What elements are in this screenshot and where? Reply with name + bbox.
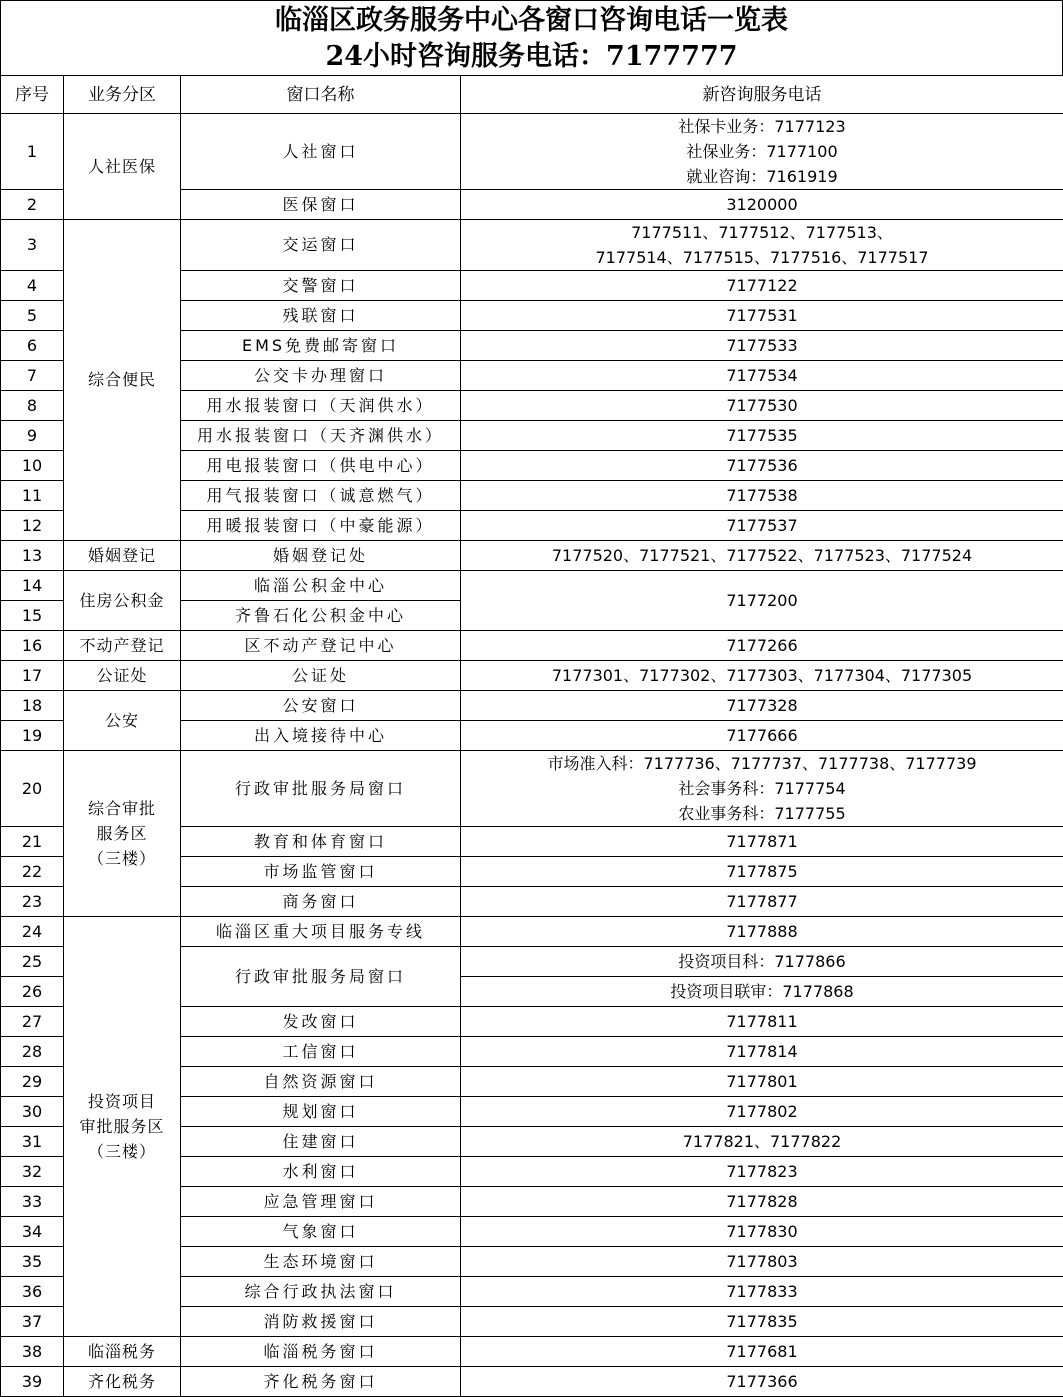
window-name: 发改窗口 [181, 1007, 461, 1037]
category-cell: 公证处 [64, 661, 181, 691]
phone-cell: 7177875 [461, 857, 1063, 887]
phone-cell: 7177533 [461, 331, 1063, 361]
table-row [1, 631, 1063, 661]
window-name: 综合行政执法窗口 [181, 1277, 461, 1307]
phone-cell: 7177301、7177302、7177303、7177304、7177305 [461, 661, 1063, 691]
phone-cell: 投资项目科：7177866 [461, 947, 1063, 977]
row-index: 25 [1, 947, 64, 977]
row-index: 37 [1, 1307, 64, 1337]
row-index: 28 [1, 1037, 64, 1067]
row-index: 24 [1, 917, 64, 947]
phone-cell: 7177666 [461, 721, 1063, 751]
category-line: （三楼） [64, 846, 180, 871]
phone-cell: 7177835 [461, 1307, 1063, 1337]
header-row [1, 76, 1063, 114]
window-name: 医保窗口 [181, 190, 461, 220]
phone-cell: 7177814 [461, 1037, 1063, 1067]
window-name: 区不动产登记中心 [181, 631, 461, 661]
window-name: 市场监管窗口 [181, 857, 461, 887]
row-index: 16 [1, 631, 64, 661]
row-index: 14 [1, 571, 64, 601]
phone-cell: 7177531 [461, 301, 1063, 331]
phone-cell: 投资项目联审：7177868 [461, 977, 1063, 1007]
category-line: 投资项目 [64, 1089, 180, 1114]
category-cell: 综合便民 [64, 220, 181, 541]
phone-line: 社保卡业务：7177123 [461, 114, 1063, 139]
window-name: 水利窗口 [181, 1157, 461, 1187]
row-index: 7 [1, 361, 64, 391]
window-name: 行政审批服务局窗口 [181, 947, 461, 1007]
window-name: 交运窗口 [181, 220, 461, 271]
window-name: 规划窗口 [181, 1097, 461, 1127]
category-cell: 齐化税务 [64, 1367, 181, 1397]
row-index: 30 [1, 1097, 64, 1127]
header-window: 窗口名称 [181, 76, 461, 114]
row-index: 2 [1, 190, 64, 220]
window-name: 用气报装窗口（诚意燃气） [181, 481, 461, 511]
header-index: 序号 [1, 76, 64, 114]
table-row [1, 917, 1063, 947]
row-index: 19 [1, 721, 64, 751]
phone-cell [461, 114, 1063, 190]
row-index: 1 [1, 114, 64, 190]
window-name: 残联窗口 [181, 301, 461, 331]
window-name: 公证处 [181, 661, 461, 691]
window-name: 交警窗口 [181, 271, 461, 301]
phone-cell: 7177803 [461, 1247, 1063, 1277]
window-name: 自然资源窗口 [181, 1067, 461, 1097]
category-cell: 不动产登记 [64, 631, 181, 661]
phone-line: 社保业务：7177100 [461, 139, 1063, 164]
window-name: 生态环境窗口 [181, 1247, 461, 1277]
category-cell: 公安 [64, 691, 181, 751]
phone-cell: 7177871 [461, 827, 1063, 857]
page-subtitle: 24小时咨询服务电话：7177777 [0, 40, 1063, 74]
phone-cell: 7177122 [461, 271, 1063, 301]
phone-cell: 7177366 [461, 1367, 1063, 1397]
table-row [1, 541, 1063, 571]
phone-cell: 7177536 [461, 451, 1063, 481]
window-name: 婚姻登记处 [181, 541, 461, 571]
window-name: 商务窗口 [181, 887, 461, 917]
window-name: 工信窗口 [181, 1037, 461, 1067]
phone-cell: 3120000 [461, 190, 1063, 220]
row-index: 18 [1, 691, 64, 721]
phone-cell [461, 220, 1063, 271]
window-name: 用水报装窗口（天润供水） [181, 391, 461, 421]
category-cell: 住房公积金 [64, 571, 181, 631]
category-cell: 人社医保 [64, 114, 181, 220]
phone-cell: 7177830 [461, 1217, 1063, 1247]
category-cell: 临淄税务 [64, 1337, 181, 1367]
row-index: 36 [1, 1277, 64, 1307]
category-line: （三楼） [64, 1139, 180, 1164]
page-title: 临淄区政务服务中心各窗口咨询电话一览表 [0, 4, 1063, 38]
category-cell [64, 917, 181, 1337]
row-index: 32 [1, 1157, 64, 1187]
phone-cell: 7177530 [461, 391, 1063, 421]
window-name: 用暖报装窗口（中豪能源） [181, 511, 461, 541]
row-index: 5 [1, 301, 64, 331]
phone-cell: 7177266 [461, 631, 1063, 661]
row-index: 22 [1, 857, 64, 887]
window-name: 住建窗口 [181, 1127, 461, 1157]
phone-cell: 7177828 [461, 1187, 1063, 1217]
category-line: 服务区 [64, 821, 180, 846]
window-name: 人社窗口 [181, 114, 461, 190]
table-row [1, 1367, 1063, 1397]
phone-table [0, 75, 1063, 1397]
row-index: 21 [1, 827, 64, 857]
phone-cell: 7177811 [461, 1007, 1063, 1037]
row-index: 27 [1, 1007, 64, 1037]
window-name: 临淄区重大项目服务专线 [181, 917, 461, 947]
phone-cell: 7177520、7177521、7177522、7177523、7177524 [461, 541, 1063, 571]
table-row [1, 571, 1063, 601]
window-name: 齐鲁石化公积金中心 [181, 601, 461, 631]
phone-line: 市场准入科：7177736、7177737、7177738、7177739 [461, 751, 1063, 776]
row-index: 26 [1, 977, 64, 1007]
window-name: 出入境接待中心 [181, 721, 461, 751]
row-index: 13 [1, 541, 64, 571]
row-index: 10 [1, 451, 64, 481]
table-row [1, 220, 1063, 271]
window-name: 齐化税务窗口 [181, 1367, 461, 1397]
window-name: 行政审批服务局窗口 [181, 751, 461, 827]
phone-cell: 7177537 [461, 511, 1063, 541]
phone-cell: 7177821、7177822 [461, 1127, 1063, 1157]
phone-cell: 7177823 [461, 1157, 1063, 1187]
header-phone: 新咨询服务电话 [461, 76, 1063, 114]
window-name: 临淄税务窗口 [181, 1337, 461, 1367]
row-index: 4 [1, 271, 64, 301]
window-name: 公安窗口 [181, 691, 461, 721]
window-name: 气象窗口 [181, 1217, 461, 1247]
row-index: 17 [1, 661, 64, 691]
phone-cell: 7177534 [461, 361, 1063, 391]
window-name: EMS免费邮寄窗口 [181, 331, 461, 361]
table-row [1, 1337, 1063, 1367]
window-name: 公交卡办理窗口 [181, 361, 461, 391]
phone-cell [461, 751, 1063, 827]
phone-cell: 7177877 [461, 887, 1063, 917]
row-index: 34 [1, 1217, 64, 1247]
row-index: 9 [1, 421, 64, 451]
phone-line: 农业事务科：7177755 [461, 801, 1063, 826]
title-box [0, 0, 1063, 75]
phone-cell: 7177802 [461, 1097, 1063, 1127]
window-name: 教育和体育窗口 [181, 827, 461, 857]
phone-cell: 7177801 [461, 1067, 1063, 1097]
row-index: 31 [1, 1127, 64, 1157]
phone-cell: 7177888 [461, 917, 1063, 947]
phone-cell: 7177538 [461, 481, 1063, 511]
row-index: 35 [1, 1247, 64, 1277]
phone-cell: 7177328 [461, 691, 1063, 721]
row-index: 6 [1, 331, 64, 361]
table-row [1, 114, 1063, 190]
category-line: 综合审批 [64, 796, 180, 821]
phone-line: 7177511、7177512、7177513、 [461, 220, 1063, 245]
window-name: 用电报装窗口（供电中心） [181, 451, 461, 481]
table-row [1, 751, 1063, 827]
row-index: 38 [1, 1337, 64, 1367]
row-index: 20 [1, 751, 64, 827]
phone-cell: 7177833 [461, 1277, 1063, 1307]
row-index: 15 [1, 601, 64, 631]
window-name: 消防救援窗口 [181, 1307, 461, 1337]
row-index: 11 [1, 481, 64, 511]
row-index: 23 [1, 887, 64, 917]
table-row [1, 691, 1063, 721]
phone-cell: 7177681 [461, 1337, 1063, 1367]
phone-cell: 7177200 [461, 571, 1063, 631]
category-cell: 婚姻登记 [64, 541, 181, 571]
row-index: 8 [1, 391, 64, 421]
phone-line: 就业咨询：7161919 [461, 164, 1063, 189]
table-row [1, 661, 1063, 691]
row-index: 12 [1, 511, 64, 541]
phone-cell: 7177535 [461, 421, 1063, 451]
window-name: 临淄公积金中心 [181, 571, 461, 601]
row-index: 39 [1, 1367, 64, 1397]
header-category: 业务分区 [64, 76, 181, 114]
category-cell [64, 751, 181, 917]
row-index: 33 [1, 1187, 64, 1217]
row-index: 3 [1, 220, 64, 271]
phone-line: 7177514、7177515、7177516、7177517 [461, 245, 1063, 270]
phone-line: 社会事务科：7177754 [461, 776, 1063, 801]
category-line: 审批服务区 [64, 1114, 180, 1139]
window-name: 应急管理窗口 [181, 1187, 461, 1217]
window-name: 用水报装窗口（天齐渊供水） [181, 421, 461, 451]
row-index: 29 [1, 1067, 64, 1097]
